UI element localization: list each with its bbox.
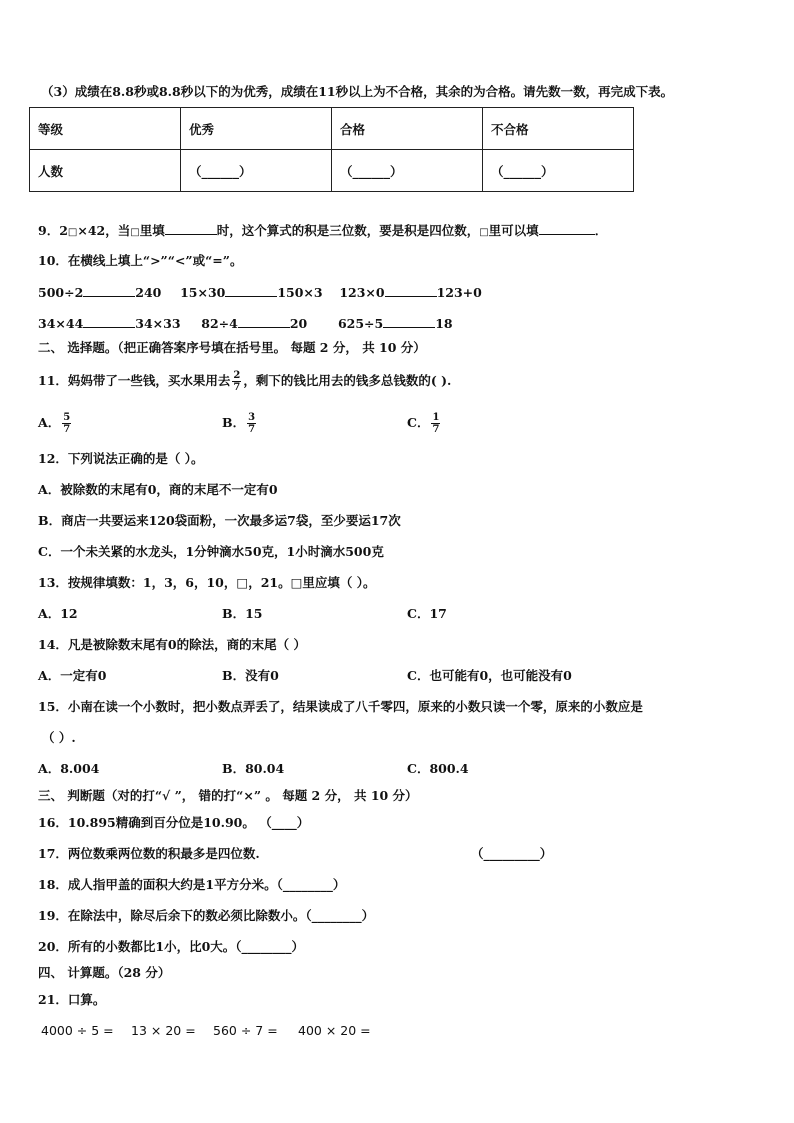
question-16: 16．10.895精确到百分位是10.90。 （____） (38, 815, 310, 830)
option-b[interactable]: B．80.04 (222, 761, 285, 776)
answer-blank[interactable]: （______） (483, 150, 634, 192)
section-2-heading: 二、 选择题。（把正确答案序号填在括号里。 每题 2 分， 共 10 分） (38, 340, 426, 355)
option-c[interactable]: C．一个未关紧的水龙头，1分钟滴水50克，1小时滴水500克 (38, 544, 384, 559)
q8-note: （3）成绩在8.8秒或8.8秒以下的为优秀，成绩在11秒以上为不合格，其余的为合格。请先数一数，再完成下表。 (41, 84, 674, 99)
option-b[interactable]: B．没有0 (222, 668, 279, 683)
table-header-cell: 优秀 (181, 108, 332, 150)
box-symbol: □ (479, 227, 489, 238)
answer-blank[interactable]: （______） (181, 150, 332, 192)
compare-row-1: 500÷2 240 15×30 150×3 123×0 123+0 (38, 285, 482, 300)
option-a[interactable]: A．12 (38, 606, 78, 621)
fraction: $\frac{3}{7}$ (248, 412, 256, 435)
table-header-cell: 不合格 (483, 108, 634, 150)
option-a[interactable]: A． $\frac{5}{7}$ (38, 412, 71, 435)
option-c[interactable]: C．800.4 (407, 761, 469, 776)
option-a[interactable]: A．一定有0 (38, 668, 107, 683)
section-4-heading: 四、 计算题。（28 分） (38, 965, 171, 980)
question-20: 20．所有的小数都比1小，比0大。（________） (38, 939, 305, 954)
question-19: 19．在除法中，除尽后余下的数必须比除数小。（________） (38, 908, 375, 923)
table-header-cell: 合格 (332, 108, 483, 150)
answer-blank[interactable] (225, 284, 277, 297)
section-3-heading: 三、 判断题（对的打“√ ”， 错的打“×” 。 每题 2 分， 共 10 分） (38, 788, 418, 803)
answer-blank[interactable] (83, 284, 135, 297)
option-a[interactable]: A．8.004 (38, 761, 100, 776)
question-13-stem: 13．按规律填数：1，3，6，10，□，21。□里应填（ ）。 (38, 575, 376, 590)
answer-blank[interactable] (165, 222, 217, 235)
compare-row-2: 34×44 34×33 82÷4 20 625÷5 18 (38, 316, 453, 331)
question-17: 17．两位数乘两位数的积最多是四位数. (38, 846, 260, 861)
answer-blank[interactable] (383, 315, 435, 328)
option-c[interactable]: C． $\frac{1}{7}$ (407, 412, 440, 435)
question-21: 21．口算。 (38, 992, 106, 1007)
calc-item: 560 ÷ 7 = (213, 1023, 278, 1038)
question-15-stem-continued: （ ）. (42, 730, 76, 745)
question-11: 11．妈妈带了一些钱，买水果用去 $\frac{2}{7}$ ，剩下的钱比用去的钱多总钱数的( ). (38, 370, 452, 393)
answer-blank[interactable]: （_________） (471, 846, 553, 861)
question-12-stem: 12．下列说法正确的是（ ）。 (38, 451, 204, 466)
option-b[interactable]: B． $\frac{3}{7}$ (222, 412, 256, 435)
table-row-label: 人数 (30, 150, 181, 192)
question-15-stem: 15．小南在读一个小数时，把小数点弄丢了，结果读成了八千零四，原来的小数只读一个零，原来的小数应是 (38, 699, 643, 714)
grade-table (29, 107, 634, 192)
option-b[interactable]: B．商店一共要运来120袋面粉，一次最多运7袋，至少要运17次 (38, 513, 401, 528)
answer-blank[interactable]: （______） (332, 150, 483, 192)
question-9: 9．2□×42，当□里填 时，这个算式的积是三位数，要是积是四位数，□里可以填 ． (38, 223, 608, 238)
answer-blank[interactable] (83, 315, 135, 328)
box-symbol: □ (130, 227, 140, 238)
question-14-stem: 14．凡是被除数末尾有0的除法，商的末尾（ ） (38, 637, 306, 652)
answer-blank[interactable] (238, 315, 290, 328)
fraction: $\frac{5}{7}$ (63, 412, 71, 435)
option-c[interactable]: C．也可能有0，也可能没有0 (407, 668, 572, 683)
calc-item: 13 × 20 = (131, 1023, 196, 1038)
fraction: $\frac{2}{7}$ (233, 370, 241, 393)
calc-item: 400 × 20 = (298, 1023, 371, 1038)
question-10-title: 10．在横线上填上“>”“<”或“=”。 (38, 253, 243, 268)
option-a[interactable]: A．被除数的末尾有0，商的末尾不一定有0 (38, 482, 278, 497)
option-b[interactable]: B．15 (222, 606, 263, 621)
fraction: $\frac{1}{7}$ (432, 412, 440, 435)
calc-item: 4000 ÷ 5 = (41, 1023, 114, 1038)
table-header-cell: 等级 (30, 108, 181, 150)
box-symbol: □ (67, 227, 78, 238)
option-c[interactable]: C．17 (407, 606, 447, 621)
answer-blank[interactable] (385, 284, 437, 297)
table-row (30, 150, 634, 192)
question-18: 18．成人指甲盖的面积大约是1平方分米。（________） (38, 877, 346, 892)
table-header-row (30, 108, 634, 150)
answer-blank[interactable] (539, 222, 595, 235)
